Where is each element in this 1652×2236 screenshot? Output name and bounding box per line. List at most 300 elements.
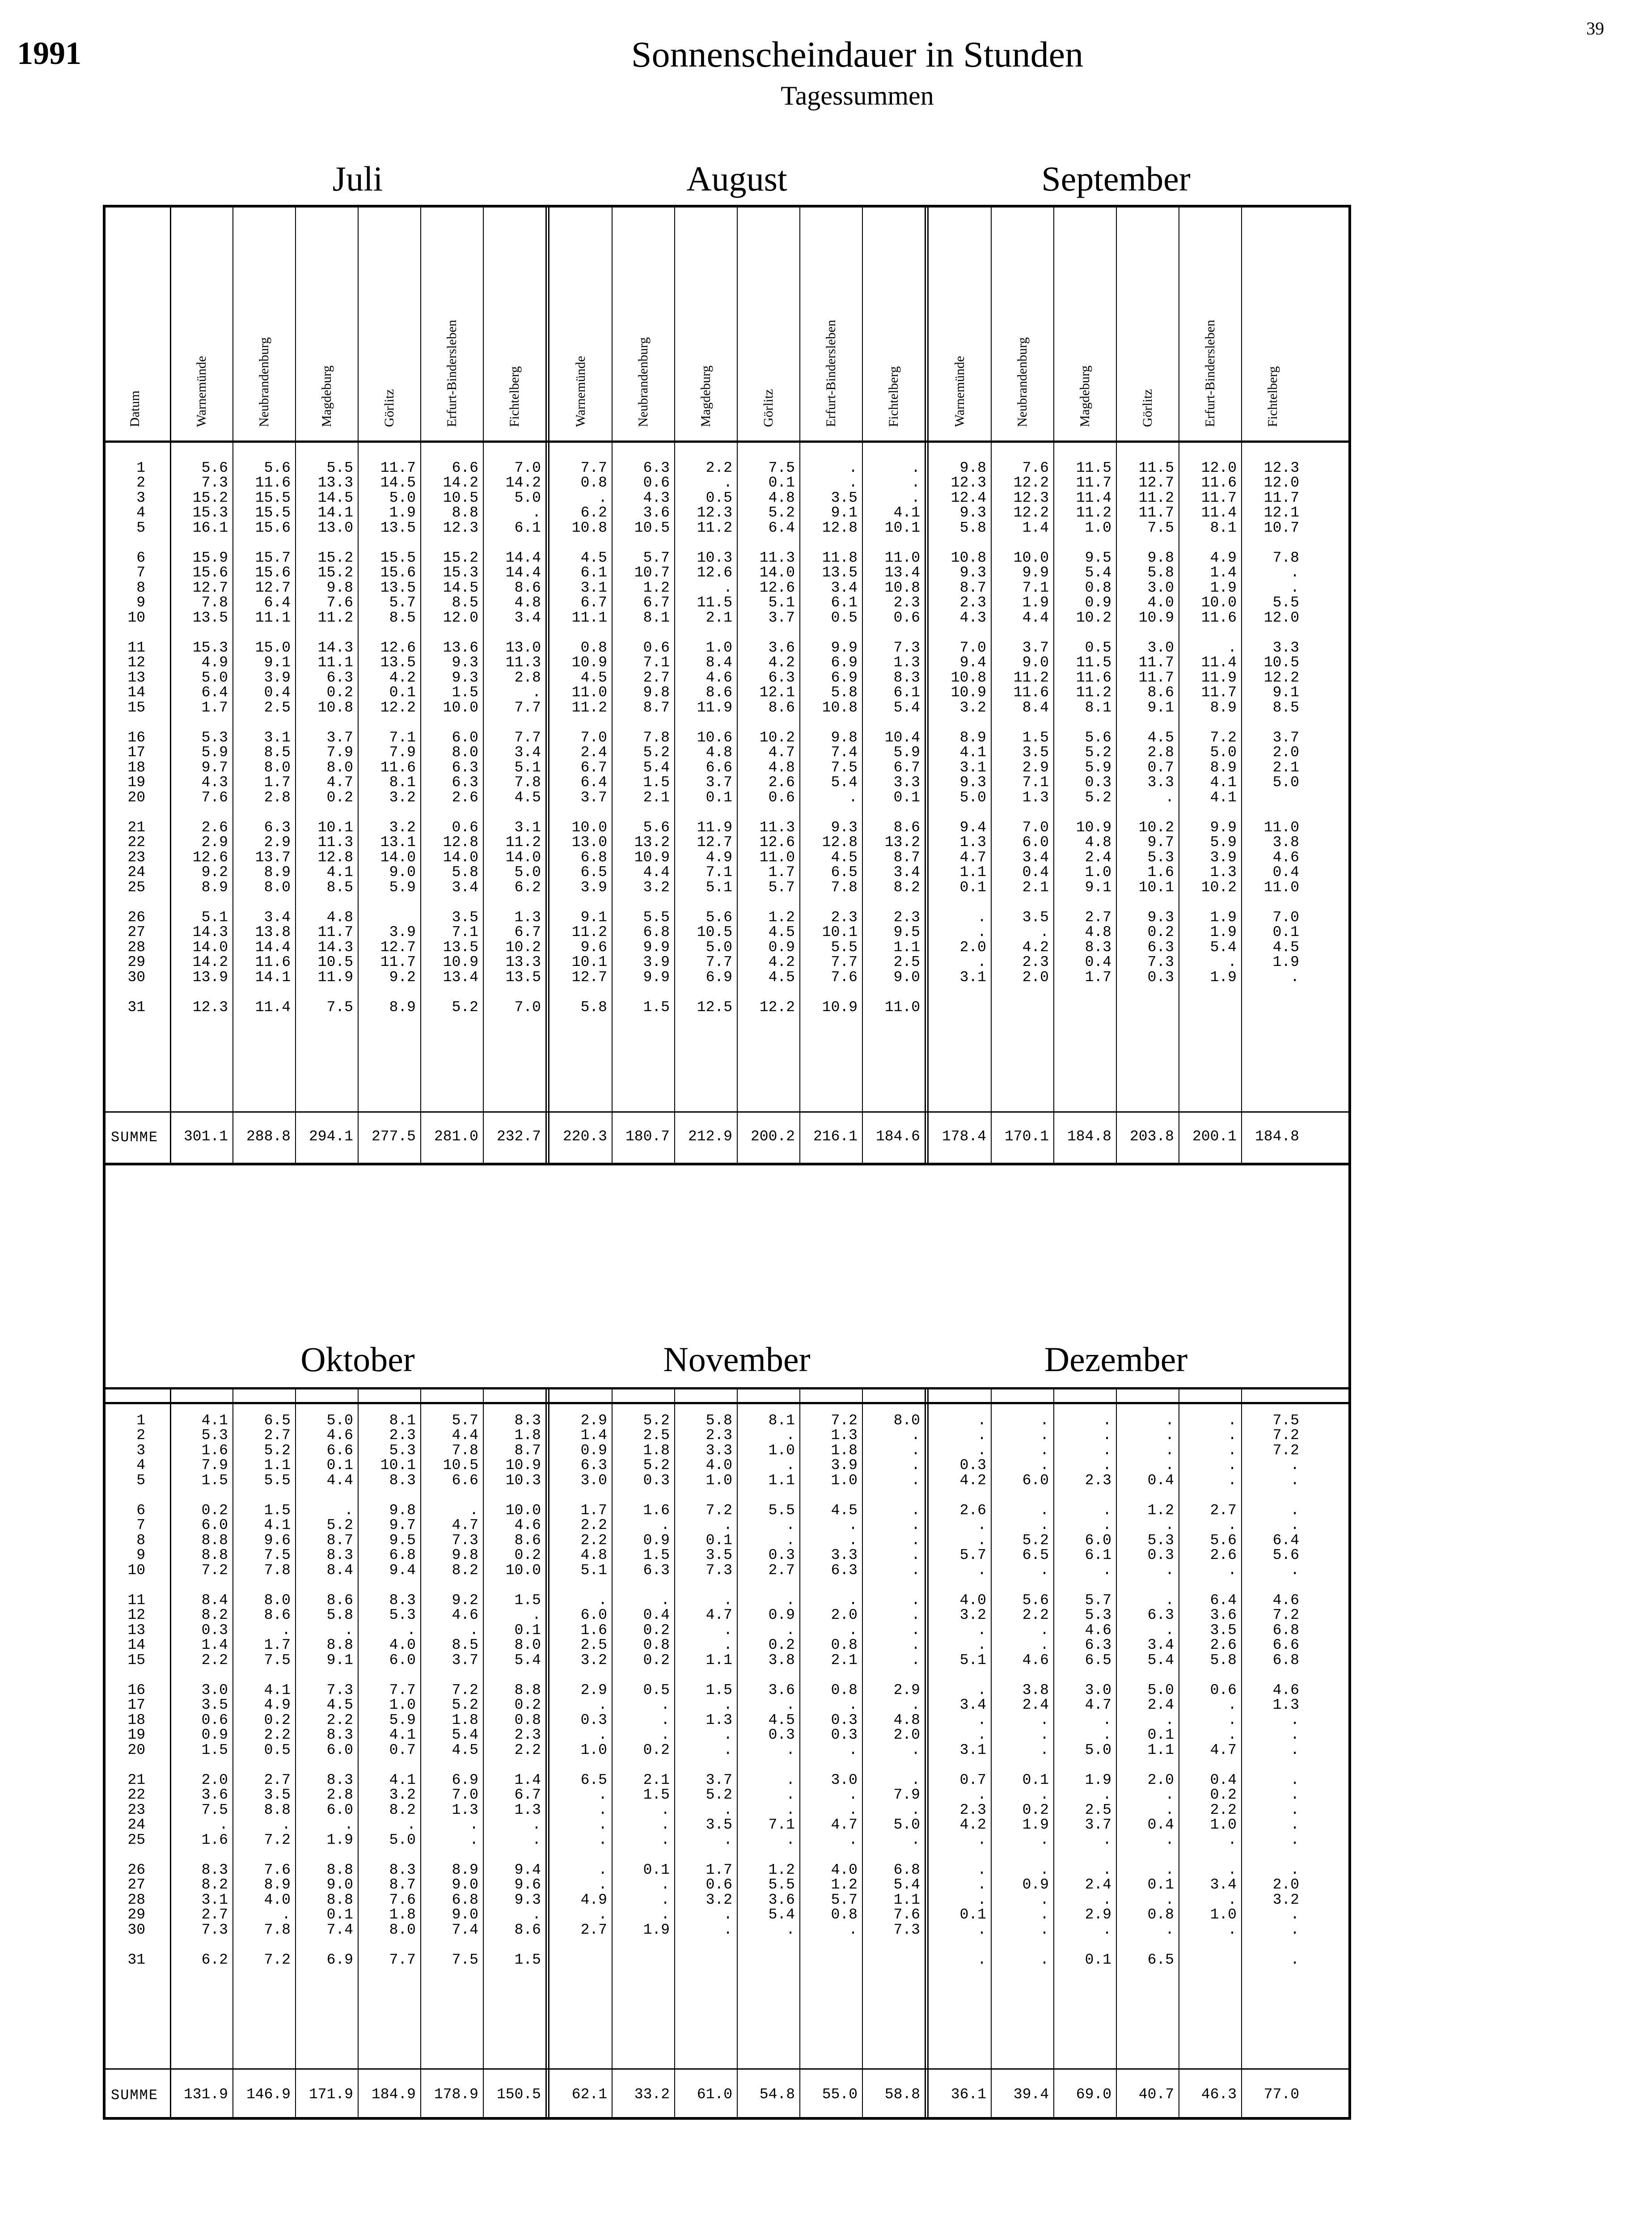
cell-value: 1.3 <box>1272 1697 1299 1714</box>
cell-value: 13.4 <box>884 564 920 581</box>
cell-value: 6.3 <box>452 774 478 791</box>
cell-value: 0.1 <box>1085 1952 1111 1968</box>
cell-value: 11.6 <box>1076 669 1111 686</box>
cell-value: 8.7 <box>893 849 920 866</box>
cell-value: . <box>532 1817 541 1834</box>
cell-value: 15.2 <box>192 489 228 506</box>
day-number: 18 <box>127 759 145 776</box>
cell-value: 10.0 <box>1013 550 1049 566</box>
cell-value: 11.5 <box>1138 460 1174 476</box>
cell-value: 0.1 <box>643 1862 670 1878</box>
cell-value: 11.2 <box>571 699 607 716</box>
day-number: 11 <box>127 639 145 656</box>
cell-value: 1.9 <box>1022 1817 1049 1834</box>
cell-value: 4.0 <box>389 1637 416 1654</box>
day-number: 29 <box>127 954 145 971</box>
month-title: Oktober <box>300 1340 415 1379</box>
cell-value: 9.3 <box>1147 909 1174 926</box>
cell-value: 12.2 <box>380 699 416 716</box>
cell-value: 0.8 <box>831 1682 858 1698</box>
cell-value: 2.8 <box>264 789 291 806</box>
cell-value: 1.0 <box>768 1442 795 1459</box>
station-header: Warnemünde <box>952 356 967 427</box>
cell-value: 9.1 <box>580 909 607 926</box>
cell-value: 1.2 <box>643 579 670 596</box>
cell-value: 1.5 <box>514 1592 541 1609</box>
cell-value: 4.6 <box>1272 849 1299 866</box>
cell-value: 6.3 <box>768 669 795 686</box>
cell-value: 14.5 <box>317 489 353 506</box>
cell-value: 0.9 <box>201 1727 228 1744</box>
cell-value: 6.5 <box>264 1412 291 1429</box>
day-number: 12 <box>127 1607 145 1624</box>
cell-value: 11.7 <box>1138 669 1174 686</box>
cell-value: 4.5 <box>831 849 858 866</box>
cell-value: 4.8 <box>1085 834 1111 851</box>
cell-value: . <box>723 1697 732 1714</box>
cell-value: 6.1 <box>580 564 607 581</box>
cell-value: 1.3 <box>452 1801 478 1818</box>
cell-value: 6.3 <box>643 1562 670 1579</box>
cell-value: 14.0 <box>380 849 416 866</box>
cell-value: 6.7 <box>514 924 541 941</box>
cell-value: 5.1 <box>706 879 732 896</box>
cell-value: 4.2 <box>768 654 795 671</box>
cell-value: 0.4 <box>264 684 291 701</box>
cell-value: 6.1 <box>831 594 858 611</box>
cell-value: 7.8 <box>264 1562 291 1579</box>
cell-value: 3.7 <box>326 729 353 746</box>
cell-value: 10.8 <box>317 699 353 716</box>
cell-value: 9.0 <box>893 969 920 986</box>
sum-value: 171.9 <box>308 2086 353 2103</box>
day-number: 4 <box>136 504 145 521</box>
cell-value: 3.5 <box>452 909 478 926</box>
cell-value: 7.9 <box>201 1457 228 1474</box>
sum-value: 36.1 <box>951 2086 986 2103</box>
cell-value: 0.2 <box>1210 1787 1237 1804</box>
cell-value: 0.3 <box>1147 969 1174 986</box>
cell-value: 2.2 <box>264 1727 291 1744</box>
cell-value: 2.3 <box>959 594 986 611</box>
cell-value: 0.5 <box>706 489 732 506</box>
cell-value: 7.9 <box>326 744 353 761</box>
cell-value: 14.0 <box>505 849 541 866</box>
cell-value: 14.3 <box>317 639 353 656</box>
cell-value: 6.8 <box>1272 1652 1299 1669</box>
cell-value: 7.2 <box>452 1682 478 1698</box>
cell-value: 2.8 <box>1147 744 1174 761</box>
cell-value: . <box>661 1891 670 1908</box>
cell-value: 0.6 <box>768 789 795 806</box>
cell-value: . <box>911 1801 920 1818</box>
cell-value: 3.3 <box>1147 774 1174 791</box>
cell-value: . <box>786 1801 795 1818</box>
cell-value: 5.6 <box>1272 1547 1299 1564</box>
cell-value: . <box>977 1622 986 1639</box>
cell-value: 14.4 <box>505 564 541 581</box>
cell-value: 4.1 <box>264 1682 291 1698</box>
cell-value: . <box>786 1921 795 1938</box>
cell-value: 10.8 <box>822 699 858 716</box>
cell-value: 6.9 <box>706 969 732 986</box>
cell-value: 9.8 <box>326 579 353 596</box>
sum-divider <box>103 2068 1351 2070</box>
cell-value: 9.0 <box>389 864 416 881</box>
cell-value: 3.5 <box>1022 744 1049 761</box>
cell-value: 9.7 <box>1147 834 1174 851</box>
cell-value: 4.5 <box>580 669 607 686</box>
cell-value: . <box>723 1592 732 1609</box>
cell-value: 15.7 <box>255 550 291 566</box>
cell-value: 6.6 <box>326 1442 353 1459</box>
cell-value: 0.1 <box>959 1906 986 1923</box>
cell-value: 14.5 <box>443 579 478 596</box>
cell-value: 12.0 <box>1201 460 1237 476</box>
day-number: 15 <box>127 699 145 716</box>
cell-value: 5.1 <box>201 909 228 926</box>
cell-value: 10.8 <box>884 579 920 596</box>
cell-value: 10.2 <box>1201 879 1237 896</box>
cell-value: 5.5 <box>1272 594 1299 611</box>
cell-value: 1.1 <box>893 1891 920 1908</box>
cell-value: . <box>1228 1921 1237 1938</box>
cell-value: . <box>1290 1817 1299 1834</box>
cell-value: 3.9 <box>580 879 607 896</box>
cell-value: 8.9 <box>389 999 416 1016</box>
cell-value: 8.8 <box>201 1532 228 1549</box>
day-number: 8 <box>136 579 145 596</box>
station-header: Fichtelberg <box>886 366 901 427</box>
cell-value: . <box>849 1517 858 1534</box>
cell-value: 6.0 <box>201 1517 228 1534</box>
cell-value: . <box>849 1697 858 1714</box>
cell-value: 4.4 <box>326 1472 353 1489</box>
cell-value: . <box>977 1532 986 1549</box>
day-number: 12 <box>127 654 145 671</box>
cell-value: 0.2 <box>1022 1801 1049 1818</box>
cell-value: . <box>911 1831 920 1848</box>
cell-value: 9.0 <box>452 1876 478 1893</box>
cell-value: . <box>407 1817 416 1834</box>
cell-value: 3.2 <box>959 1607 986 1624</box>
cell-value: 10.7 <box>1263 519 1299 536</box>
cell-value: 7.4 <box>452 1921 478 1938</box>
cell-value: 2.7 <box>643 669 670 686</box>
cell-value: 7.6 <box>264 1862 291 1878</box>
day-number: 6 <box>136 550 145 566</box>
cell-value: 11.2 <box>505 834 541 851</box>
cell-value: 7.5 <box>201 1801 228 1818</box>
cell-value: 7.7 <box>389 1682 416 1698</box>
cell-value: 5.5 <box>831 939 858 956</box>
cell-value: 3.4 <box>452 879 478 896</box>
cell-value: 4.7 <box>706 1607 732 1624</box>
cell-value: 4.1 <box>201 1412 228 1429</box>
cell-value: . <box>849 1831 858 1848</box>
cell-value: 5.0 <box>389 489 416 506</box>
cell-value: . <box>1290 1787 1299 1804</box>
cell-value: 3.6 <box>768 1891 795 1908</box>
day-number: 17 <box>127 744 145 761</box>
cell-value: 7.1 <box>706 864 732 881</box>
cell-value: . <box>1040 1727 1049 1744</box>
cell-value: 4.5 <box>580 550 607 566</box>
cell-value: 0.2 <box>1147 924 1174 941</box>
cell-value: 3.8 <box>768 1652 795 1669</box>
cell-value: 3.3 <box>893 774 920 791</box>
day-number: 22 <box>127 834 145 851</box>
cell-value: 7.6 <box>326 594 353 611</box>
cell-value: 0.3 <box>580 1711 607 1728</box>
cell-value: 5.7 <box>643 550 670 566</box>
day-number: 1 <box>136 1412 145 1429</box>
cell-value: 11.7 <box>1263 489 1299 506</box>
day-number: 3 <box>136 489 145 506</box>
cell-value: 12.6 <box>759 579 795 596</box>
cell-value: 5.4 <box>1147 1652 1174 1669</box>
cell-value: 11.8 <box>822 550 858 566</box>
cell-value: 7.3 <box>201 1921 228 1938</box>
sum-value: 55.0 <box>822 2086 858 2103</box>
cell-value: 0.3 <box>201 1622 228 1639</box>
cell-value: 15.6 <box>255 564 291 581</box>
cell-value: 8.6 <box>706 684 732 701</box>
cell-value: . <box>1290 1472 1299 1489</box>
cell-value: 8.2 <box>201 1607 228 1624</box>
cell-value: . <box>723 1801 732 1818</box>
cell-value: 4.6 <box>452 1607 478 1624</box>
cell-value: 1.1 <box>706 1652 732 1669</box>
cell-value: 9.1 <box>264 654 291 671</box>
cell-value: 10.8 <box>571 519 607 536</box>
station-header: Warnemünde <box>573 356 588 427</box>
cell-value: 12.3 <box>1263 460 1299 476</box>
cell-value: 8.8 <box>326 1637 353 1654</box>
cell-value: . <box>849 474 858 491</box>
block-divider <box>925 1387 926 2120</box>
cell-value: 6.8 <box>580 849 607 866</box>
cell-value: 0.4 <box>1085 954 1111 971</box>
cell-value: . <box>1103 1502 1111 1519</box>
cell-value: 2.7 <box>580 1921 607 1938</box>
cell-value: 5.1 <box>959 1652 986 1669</box>
cell-value: 6.3 <box>580 1457 607 1474</box>
cell-value: 6.3 <box>1085 1637 1111 1654</box>
cell-value: . <box>1228 1457 1237 1474</box>
cell-value: . <box>786 1457 795 1474</box>
cell-value: 11.2 <box>317 609 353 626</box>
cell-value: 13.0 <box>505 639 541 656</box>
cell-value: 12.2 <box>759 999 795 1016</box>
cell-value: 0.5 <box>264 1741 291 1758</box>
cell-value: 3.4 <box>514 609 541 626</box>
cell-value: . <box>977 1412 986 1429</box>
cell-value: . <box>1040 1562 1049 1579</box>
sum-value: 178.9 <box>434 2086 478 2103</box>
day-number: 5 <box>136 1472 145 1489</box>
cell-value: 2.5 <box>893 954 920 971</box>
cell-value: 4.0 <box>1147 594 1174 611</box>
cell-value: 6.6 <box>1272 1637 1299 1654</box>
cell-value: 8.0 <box>264 879 291 896</box>
cell-value: 10.7 <box>634 564 670 581</box>
cell-value: 10.9 <box>1138 609 1174 626</box>
sum-label: SUMME <box>111 2087 159 2104</box>
cell-value: 9.2 <box>389 969 416 986</box>
cell-value: . <box>786 1427 795 1444</box>
cell-value: . <box>1040 1622 1049 1639</box>
cell-value: 2.4 <box>580 744 607 761</box>
cell-value: 10.8 <box>951 669 986 686</box>
day-number: 4 <box>136 1457 145 1474</box>
cell-value: 9.3 <box>452 669 478 686</box>
cell-value: 10.5 <box>317 954 353 971</box>
cell-value: 6.0 <box>326 1741 353 1758</box>
cell-value: . <box>1103 1787 1111 1804</box>
cell-value: 7.6 <box>201 789 228 806</box>
cell-value: 0.1 <box>326 1906 353 1923</box>
cell-value: 3.1 <box>959 759 986 776</box>
cell-value: 8.5 <box>264 744 291 761</box>
block-divider <box>545 1387 547 2120</box>
cell-value: 11.3 <box>317 834 353 851</box>
cell-value: 3.5 <box>706 1817 732 1834</box>
cell-value: 2.8 <box>514 669 541 686</box>
cell-value: 4.1 <box>326 864 353 881</box>
cell-value: 8.7 <box>326 1532 353 1549</box>
cell-value: . <box>1165 1457 1174 1474</box>
cell-value: 5.0 <box>959 789 986 806</box>
cell-value: . <box>598 1862 607 1878</box>
cell-value: . <box>911 474 920 491</box>
cell-value: . <box>723 1637 732 1654</box>
cell-value: 6.0 <box>580 1607 607 1624</box>
cell-value: 1.3 <box>893 654 920 671</box>
cell-value: 1.0 <box>1085 519 1111 536</box>
cell-value: 5.4 <box>831 774 858 791</box>
cell-value: 5.9 <box>893 744 920 761</box>
cell-value: 14.2 <box>443 474 478 491</box>
cell-value: 0.8 <box>1147 1906 1174 1923</box>
cell-value: . <box>1040 1952 1049 1968</box>
sum-value: 288.8 <box>246 1128 291 1145</box>
cell-value: 5.2 <box>1085 744 1111 761</box>
cell-value: . <box>1103 1427 1111 1444</box>
cell-value: 7.6 <box>1022 460 1049 476</box>
cell-value: 11.9 <box>1201 669 1237 686</box>
cell-value: 0.4 <box>1147 1817 1174 1834</box>
cell-value: 14.3 <box>317 939 353 956</box>
cell-value: 9.9 <box>1210 819 1237 836</box>
cell-value: 8.9 <box>1210 699 1237 716</box>
cell-value: 1.9 <box>1022 594 1049 611</box>
cell-value: . <box>1103 1562 1111 1579</box>
cell-value: 3.7 <box>706 1772 732 1788</box>
cell-value: 6.0 <box>1022 1472 1049 1489</box>
sum-divider <box>103 1111 1351 1113</box>
cell-value: 10.2 <box>505 939 541 956</box>
cell-value: . <box>1165 1442 1174 1459</box>
lower-table-top <box>103 1387 1351 1389</box>
cell-value: 8.4 <box>706 654 732 671</box>
cell-value: 3.1 <box>580 579 607 596</box>
cell-value: 10.9 <box>571 654 607 671</box>
cell-value: 3.9 <box>389 924 416 941</box>
cell-value: . <box>532 504 541 521</box>
cell-value: 7.6 <box>893 1906 920 1923</box>
cell-value: 1.9 <box>643 1921 670 1938</box>
cell-value: 15.9 <box>192 550 228 566</box>
cell-value: 9.0 <box>326 1876 353 1893</box>
cell-value: 5.3 <box>1147 1532 1174 1549</box>
cell-value: . <box>407 1622 416 1639</box>
cell-value: 3.6 <box>768 1682 795 1698</box>
cell-value: 5.5 <box>643 909 670 926</box>
cell-value: 1.5 <box>643 1787 670 1804</box>
cell-value: 4.1 <box>389 1772 416 1788</box>
cell-value: 12.2 <box>1013 504 1049 521</box>
cell-value: 8.1 <box>389 774 416 791</box>
month-title: September <box>1041 159 1191 198</box>
cell-value: . <box>532 1906 541 1923</box>
cell-value: 11.7 <box>1201 489 1237 506</box>
cell-value: 15.5 <box>255 489 291 506</box>
month-title: November <box>663 1340 811 1379</box>
cell-value: 5.2 <box>326 1517 353 1534</box>
cell-value: 3.4 <box>831 579 858 596</box>
cell-value: 0.1 <box>389 684 416 701</box>
cell-value: 8.5 <box>1272 699 1299 716</box>
cell-value: 13.0 <box>317 519 353 536</box>
cell-value: 7.8 <box>452 1442 478 1459</box>
day-number: 26 <box>127 1862 145 1878</box>
cell-value: 3.1 <box>201 1891 228 1908</box>
cell-value: 5.6 <box>643 819 670 836</box>
station-header: Magdeburg <box>698 365 713 427</box>
cell-value: 6.4 <box>1272 1532 1299 1549</box>
cell-value: 6.5 <box>1147 1952 1174 1968</box>
cell-value: . <box>977 1952 986 1968</box>
day-number: 15 <box>127 1652 145 1669</box>
cell-value: . <box>849 1592 858 1609</box>
cell-value: 6.3 <box>1147 939 1174 956</box>
cell-value: 7.0 <box>514 999 541 1016</box>
cell-value: 8.4 <box>1022 699 1049 716</box>
cell-value: 0.1 <box>514 1622 541 1639</box>
cell-value: 5.5 <box>768 1502 795 1519</box>
cell-value: 12.7 <box>1138 474 1174 491</box>
cell-value: 6.0 <box>1085 1532 1111 1549</box>
cell-value: 12.6 <box>697 564 732 581</box>
cell-value: 0.2 <box>201 1502 228 1519</box>
day-number: 26 <box>127 909 145 926</box>
cell-value: 2.0 <box>893 1727 920 1744</box>
cell-value: 5.9 <box>389 1711 416 1728</box>
cell-value: 8.5 <box>326 879 353 896</box>
cell-value: 9.8 <box>959 460 986 476</box>
cell-value: . <box>1228 1891 1237 1908</box>
cell-value: 0.1 <box>893 789 920 806</box>
day-number: 22 <box>127 1787 145 1804</box>
cell-value: 0.1 <box>1147 1727 1174 1744</box>
cell-value: 14.0 <box>192 939 228 956</box>
cell-value: . <box>1228 1831 1237 1848</box>
sum-value: 54.8 <box>759 2086 795 2103</box>
cell-value: 3.5 <box>264 1787 291 1804</box>
day-number: 14 <box>127 684 145 701</box>
cell-value: . <box>1290 1906 1299 1923</box>
